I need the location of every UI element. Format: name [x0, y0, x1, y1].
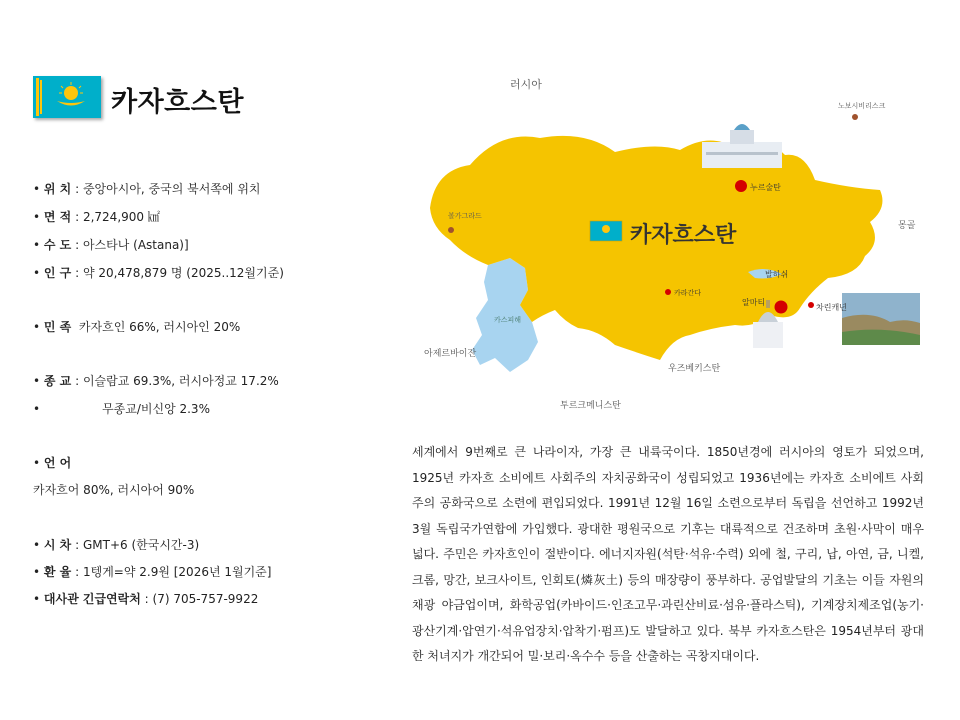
info-population: • 인 구 : 약 20,478,879 명 (2025..12월기준) [33, 266, 284, 280]
location-label: 위 치 [43, 182, 72, 196]
embassy-label: 대사관 긴급연락처 [43, 592, 141, 606]
charyn-dot [808, 302, 814, 308]
label-novosibirsk: 노보시비리스크 [838, 102, 886, 110]
population-value: : 약 20,478,879 명 (2025..12월기준) [75, 266, 284, 280]
timezone-value: : GMT+6 (한국시간-3) [75, 538, 200, 552]
novosibirsk-dot [852, 114, 858, 120]
almaty-dot [775, 301, 788, 314]
ethnicity-label: 민 족 [43, 320, 72, 334]
kazakhstan-map [410, 60, 930, 435]
label-azerbaijan: 아제르바이잔 [424, 349, 477, 359]
info-capital: • 수 도 : 아스타나 (Astana)] [33, 238, 189, 252]
info-religion-2: • 무종교/비신앙 2.3% [33, 402, 210, 416]
religion-value-2: 무종교/비신앙 2.3% [102, 402, 210, 416]
exchange-label: 환 율 [43, 565, 72, 579]
label-caspian: 카스피해 [494, 316, 522, 324]
charyn-canyon-photo [842, 293, 920, 345]
page-title: 카자흐스탄 [111, 87, 244, 118]
info-location: • 위 치 : 중앙아시아, 중국의 북서쪽에 위치 [33, 182, 261, 196]
label-mongolia: 몽골 [898, 221, 916, 231]
info-embassy: • 대사관 긴급연락처 : (7) 705-757-9922 [33, 592, 259, 606]
kazakhstan-flag-icon [33, 76, 101, 118]
capital-value: : 아스타나 (Astana)] [75, 238, 189, 252]
language-label: 언 어 [43, 456, 72, 470]
info-religion: • 종 교 : 이슬람교 69.3%, 러시아정교 17.2% [33, 374, 279, 388]
religion-value: : 이슬람교 69.3%, 러시아정교 17.2% [75, 374, 279, 388]
info-timezone: • 시 차 : GMT+6 (한국시간-3) [33, 538, 200, 552]
nursultan-building-icon [702, 124, 782, 168]
karaganda-dot [665, 289, 671, 295]
info-area: • 면 적 : 2,724,900 ㎢ [33, 210, 160, 224]
label-country: 카자흐스탄 [630, 223, 737, 248]
exchange-value: : 1텡게=약 2.9원 [2026년 1월기준] [75, 565, 272, 579]
label-russia: 러시아 [510, 78, 542, 91]
label-balkhash: 발하쉬 [765, 270, 789, 279]
capital-label: 수 도 [43, 238, 72, 252]
label-charyn: 차린캐년 [816, 303, 847, 312]
nursultan-dot [735, 180, 747, 192]
volgograd-dot [448, 227, 454, 233]
population-label: 인 구 [43, 266, 72, 280]
area-value: : 2,724,900 ㎢ [75, 210, 160, 224]
ethnicity-value: 카자흐인 66%, 러시아인 20% [78, 320, 241, 334]
location-value: : 중앙아시아, 중국의 북서쪽에 위치 [75, 182, 261, 196]
label-volgograd: 볼가그라드 [448, 212, 482, 220]
language-value: 카자흐어 80%, 러시아어 90% [33, 483, 195, 497]
info-language: • 언 어 [33, 456, 72, 470]
embassy-value: : (7) 705-757-9922 [144, 592, 259, 606]
info-exchange: • 환 율 : 1텡게=약 2.9원 [2026년 1월기준] [33, 565, 272, 579]
label-uzbekistan: 우즈베키스탄 [668, 364, 721, 374]
religion-label: 종 교 [43, 374, 72, 388]
info-ethnicity: • 민 족 카자흐인 66%, 러시아인 20% [33, 320, 241, 334]
timezone-label: 시 차 [43, 538, 72, 552]
area-label: 면 적 [43, 210, 72, 224]
label-karaganda: 카라간다 [674, 289, 702, 297]
description-paragraph: 세계에서 9번째로 큰 나라이자, 가장 큰 내륙국이다. 1850년경에 러시아의 영토가 되었으며, 1925년 카자흐 소비에트 사회주의 자치공화국이 성립되었고 1936년에는 카자흐 소비에트 사회주의 공화국으로 소련에 편입되었다. 1991년 12월 16일 소련으로부터 독립을 선언하고 1992년 3월 독립국가연합에 가입했다. 광대한 평원국으로 기후는 대륙적으로 건조하며 초원·사막이 매우 넓다. 주민은 카자흐인이 절반이다. 에너지자원(석탄·석유·수력) 외에 철, 구리, 납, 아연, 금, 니켈, 크롬, 망간, 보크사이트, 인회토(燐灰土) 등의 매장량이 풍부하다. 공업발달의 기초는 이들 자원의 채광 야금업이며, 화학공업(카바이드·인조고무·과린산비료·섬유·플라스틱), 기계장치제조업(농기·광산기계·압연기·석유업장치·압착기·펌프)도 발달하고 있다. 북부 카자흐스탄은 1954년부터 광대한 처녀지가 개간되어 밀·보리·옥수수 등을 산출하는 곡창지대이다. [412, 445, 924, 663]
label-almaty: 알마티 [742, 298, 766, 307]
label-turkmenistan: 투르크메니스탄 [560, 401, 621, 411]
label-nursultan: 누르술탄 [750, 183, 781, 192]
